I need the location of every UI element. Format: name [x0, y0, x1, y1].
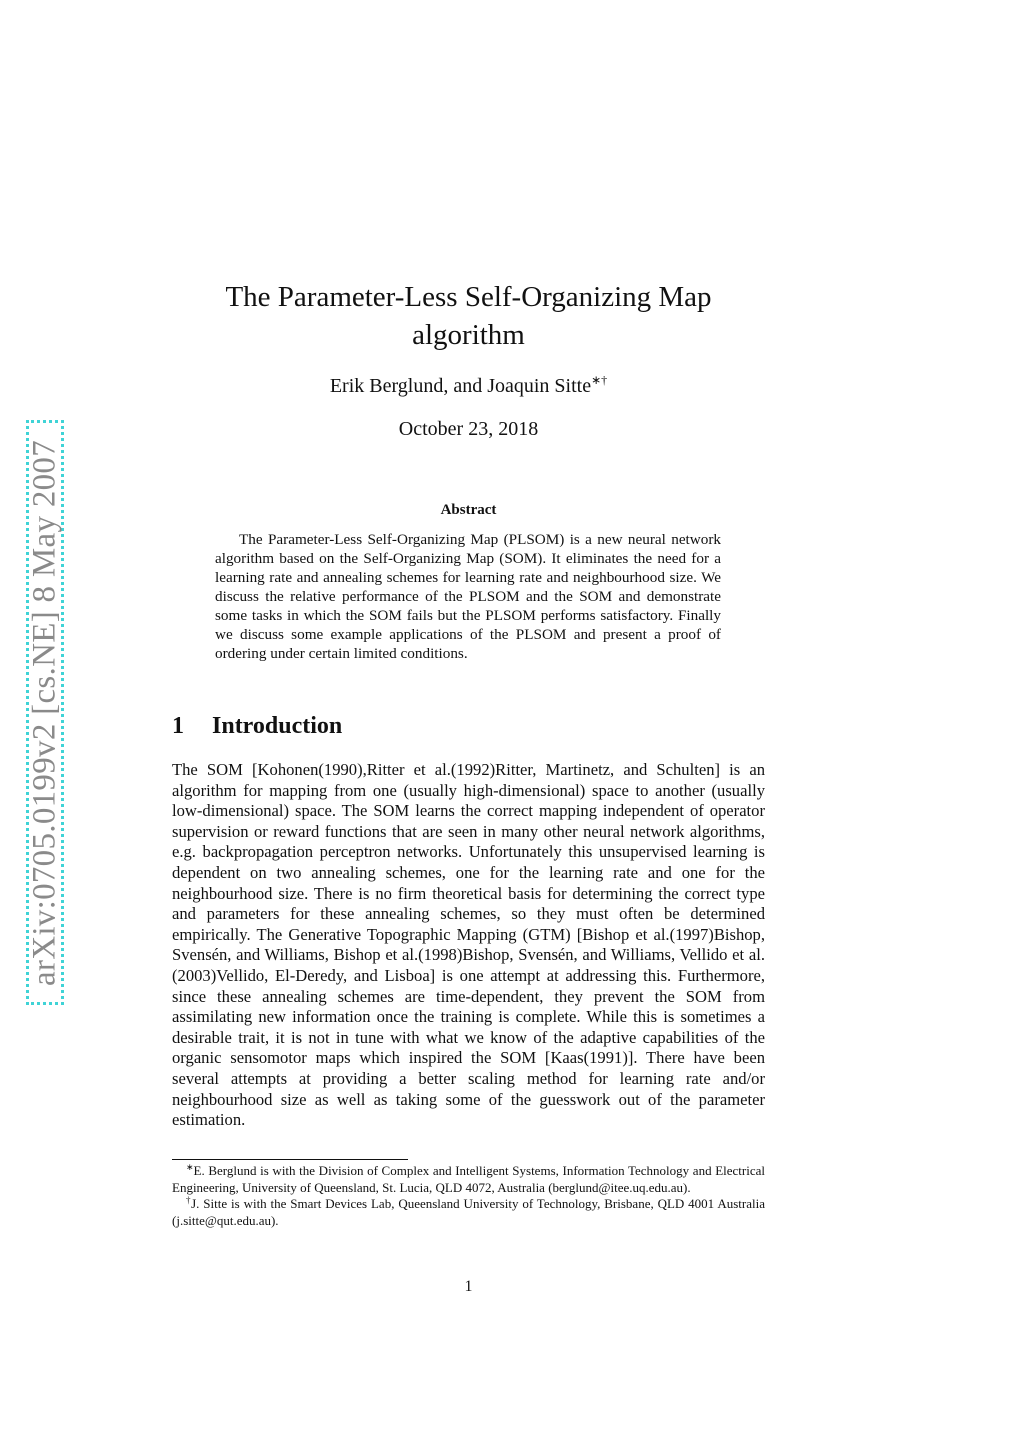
footnote-text: J. Sitte is with the Smart Devices Lab, Queensland University of Technology, Brisbane, QLD 4001 Australia (j.sitte@qut.edu.au). — [172, 1196, 765, 1228]
footnote-mark: ∗ — [186, 1162, 194, 1172]
footnote-text: E. Berglund is with the Division of Complex and Intelligent Systems, Information Technology and Electrical Engineering, University of Queensland, St. Lucia, QLD 4072, Australia (berglund@itee.uq.edu.au). — [172, 1163, 765, 1195]
introduction-paragraph: The SOM [Kohonen(1990),Ritter et al.(1992)Ritter, Martinetz, and Schulten] is an algorithm for mapping from one (usually high-dimensional) space to another (usually low-dimensional) space. The SOM learns the correct mapping independent of operator supervision or reward functions that are seen in many other neural network algorithms, e.g. backpropagation perceptron networks. Unfortunately this unsupervised learning is dependent on two annealing schemes, one for the learning rate and one for the neighbourhood size. There is no firm theoretical basis for determining the correct type and parameters for these annealing schemes, so they must often be determined empirically. The Generative Topographic Mapping (GTM) [Bishop et al.(1997)Bishop, Svensén, and Williams, Bishop et al.(1998)Bishop, Svensén, and Williams, Vellido et al.(2003)Vellido, El-Deredy, and Lisboa] is one attempt at addressing this. Furthermore, since these annealing schemes are time-dependent, they prevent the SOM from assimilating new information once the training is complete. While this is sometimes a desirable trait, it is not in tune with what we know of the adaptive capabilities of the organic sensomotor maps which inspired the SOM [Kaas(1991)]. There have been several attempts at providing a better scaling method for learning rate and/or neighbourhood size as well as taking some of the guesswork out of the parameter estimation. — [172, 760, 765, 1130]
footnote-2 — [172, 1196, 765, 1229]
section-heading — [172, 713, 342, 740]
footnote-divider — [172, 1159, 408, 1160]
paper-date: October 23, 2018 — [398, 418, 539, 440]
author-line — [172, 373, 765, 399]
page-number: 1 — [464, 1278, 473, 1295]
footnote-mark: † — [186, 1195, 192, 1205]
abstract-heading: Abstract — [440, 502, 497, 518]
abstract-body: The Parameter-Less Self-Organizing Map (PLSOM) is a new neural network algorithm based on the Self-Organizing Map (SOM). It eliminates the need for a learning rate and annealing schemes for learning rate and neighbourhood size. We discuss the relative performance of the PLSOM and the SOM and demonstrate some tasks in which the SOM fails but the PLSOM performs satisfactory. Finally we discuss some example applications of the PLSOM and present a proof of ordering under certain limited conditions. — [215, 531, 721, 662]
footnote-1 — [172, 1163, 765, 1196]
arxiv-stamp — [26, 420, 64, 1005]
footnotes — [172, 1163, 765, 1229]
paper-title: The Parameter-Less Self-Organizing Map algorithm — [225, 281, 712, 351]
section-number: 1 — [172, 713, 184, 739]
author-footnote-marks: ∗† — [591, 373, 608, 387]
authors: Erik Berglund, and Joaquin Sitte — [329, 375, 592, 397]
arxiv-identifier: arXiv:0705.0199v2 [cs.NE] 8 May 2007 — [26, 439, 63, 986]
section-title: Introduction — [212, 713, 343, 739]
